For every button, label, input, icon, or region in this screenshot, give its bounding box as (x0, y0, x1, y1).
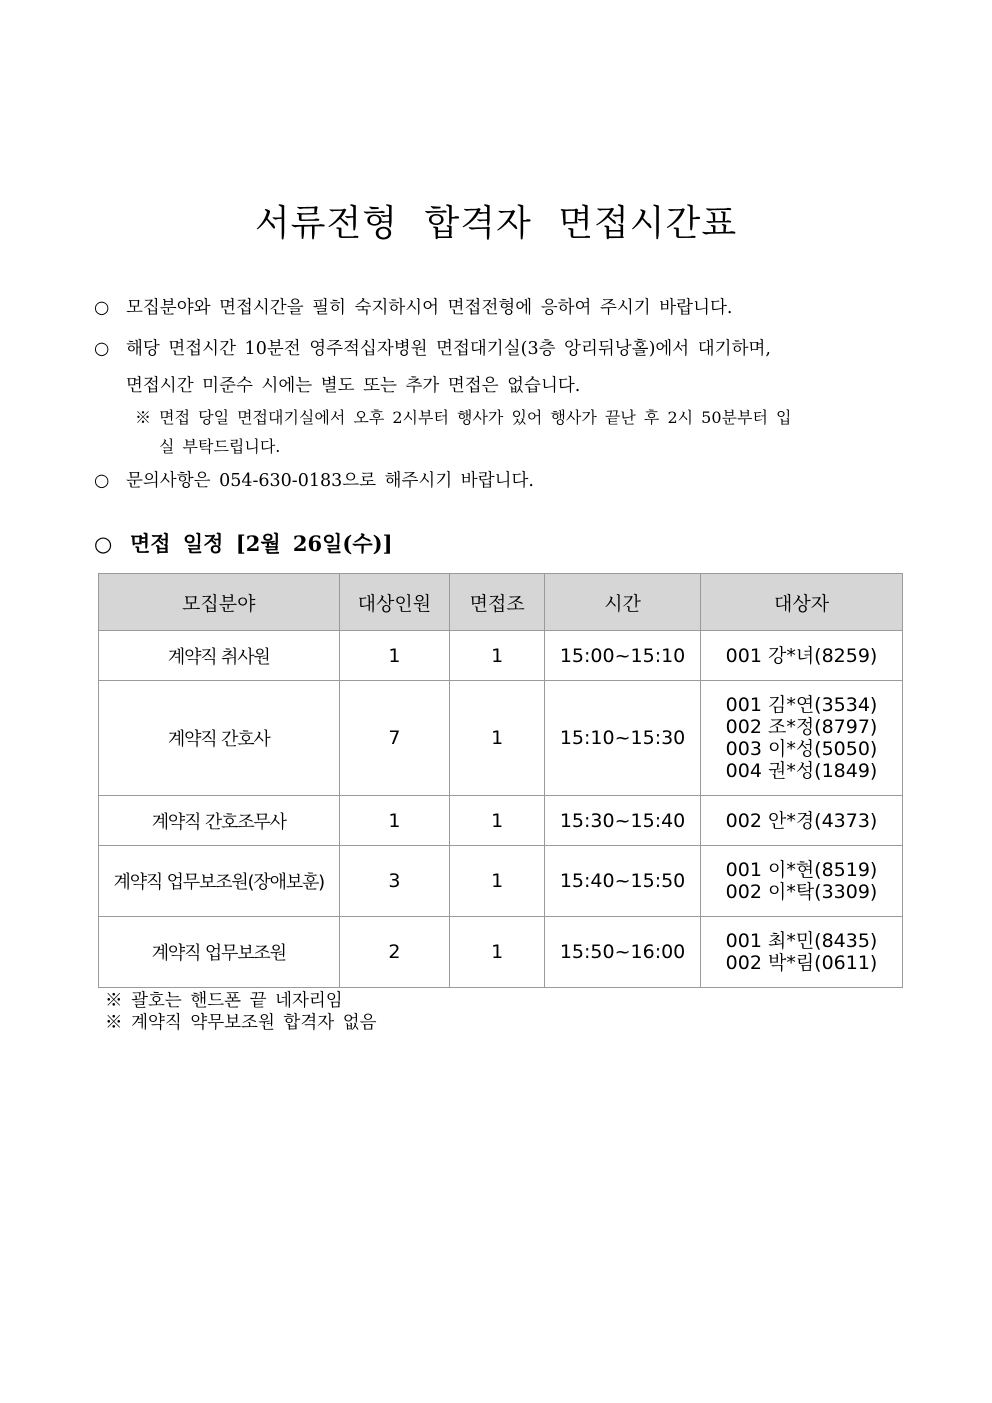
column-header-persons: 대상자 (701, 574, 903, 631)
notice-memorize (94, 290, 904, 327)
notice-text-line1: 해당 면접시간 10분전 영주적십자병원 면접대기실(3층 앙리뒤낭홀)에서 대기하며, (126, 339, 771, 359)
cell-category: 계약직 업무보조원(장애보훈) (99, 846, 340, 917)
cell-count: 2 (339, 917, 450, 988)
schedule-heading (94, 528, 393, 558)
person-entry: 003 이*성(5050) (725, 738, 878, 760)
circle-bullet-icon: ○ (94, 339, 110, 359)
person-entry: 001 김*연(3534) (725, 694, 878, 716)
page-title: 서류전형 합격자 면접시간표 (254, 203, 738, 244)
reference-mark-icon: ※ (135, 408, 152, 427)
cell-category: 계약직 취사원 (99, 631, 340, 681)
cell-persons (701, 917, 903, 988)
table-row (99, 681, 903, 796)
person-entry: 001 이*현(8519) (725, 859, 878, 881)
cell-count: 1 (339, 796, 450, 846)
column-header-time: 시간 (545, 574, 701, 631)
notice-text-line2: 실 부탁드립니다. (159, 437, 281, 456)
notice-text: 문의사항은 054-630-0183으로 해주시기 바랍니다. (126, 471, 534, 491)
cell-category: 계약직 간호사 (99, 681, 340, 796)
cell-count: 3 (339, 846, 450, 917)
schedule-heading-text: 면접 일정 [2월 26일(수)] (130, 531, 393, 556)
person-entry: 004 권*성(1849) (725, 760, 878, 782)
cell-category: 계약직 업무보조원 (99, 917, 340, 988)
table-row (99, 796, 903, 846)
footnote-no-pharmacy-assistant: ※ 계약직 약무보조원 합격자 없음 (105, 1013, 377, 1033)
notice-entry-time (135, 403, 900, 461)
cell-group: 1 (450, 846, 545, 917)
cell-count: 1 (339, 631, 450, 681)
person-entry: 001 강*녀(8259) (725, 644, 878, 667)
cell-category: 계약직 간호조무사 (99, 796, 340, 846)
table-row (99, 846, 903, 917)
notice-text-line2: 면접시간 미준수 시에는 별도 또는 추가 면접은 없습니다. (126, 376, 581, 396)
person-entry: 002 조*정(8797) (725, 716, 878, 738)
notice-waiting-room (94, 331, 904, 405)
cell-time: 15:00~15:10 (545, 631, 701, 681)
cell-persons (701, 631, 903, 681)
circle-bullet-icon: ○ (94, 298, 110, 318)
schedule-table (98, 573, 903, 988)
cell-count: 7 (339, 681, 450, 796)
cell-persons (701, 681, 903, 796)
cell-time: 15:30~15:40 (545, 796, 701, 846)
footnote-phone-digits: ※ 괄호는 핸드폰 끝 네자리임 (105, 991, 343, 1011)
table-row (99, 631, 903, 681)
column-header-group: 면접조 (450, 574, 545, 631)
cell-group: 1 (450, 796, 545, 846)
cell-group: 1 (450, 917, 545, 988)
person-entry: 002 안*경(4373) (725, 809, 878, 832)
circle-bullet-icon: ○ (94, 471, 110, 491)
cell-time: 15:10~15:30 (545, 681, 701, 796)
person-entry: 002 박*림(0611) (725, 952, 878, 974)
cell-persons (701, 796, 903, 846)
notice-contact (94, 463, 904, 500)
cell-group: 1 (450, 681, 545, 796)
cell-persons (701, 846, 903, 917)
table-row (99, 917, 903, 988)
notice-text-line1: 면접 당일 면접대기실에서 오후 2시부터 행사가 있어 행사가 끝난 후 2시 50분부터 입 (159, 408, 792, 427)
cell-group: 1 (450, 631, 545, 681)
person-entry: 001 최*민(8435) (725, 930, 878, 952)
notice-text: 모집분야와 면접시간을 필히 숙지하시어 면접전형에 응하여 주시기 바랍니다. (126, 298, 733, 318)
person-entry: 002 이*탁(3309) (725, 881, 878, 903)
cell-time: 15:40~15:50 (545, 846, 701, 917)
footnotes (105, 990, 377, 1034)
column-header-category: 모집분야 (99, 574, 340, 631)
table-header-row (99, 574, 903, 631)
cell-time: 15:50~16:00 (545, 917, 701, 988)
circle-bullet-icon: ○ (94, 532, 113, 556)
column-header-count: 대상인원 (339, 574, 450, 631)
